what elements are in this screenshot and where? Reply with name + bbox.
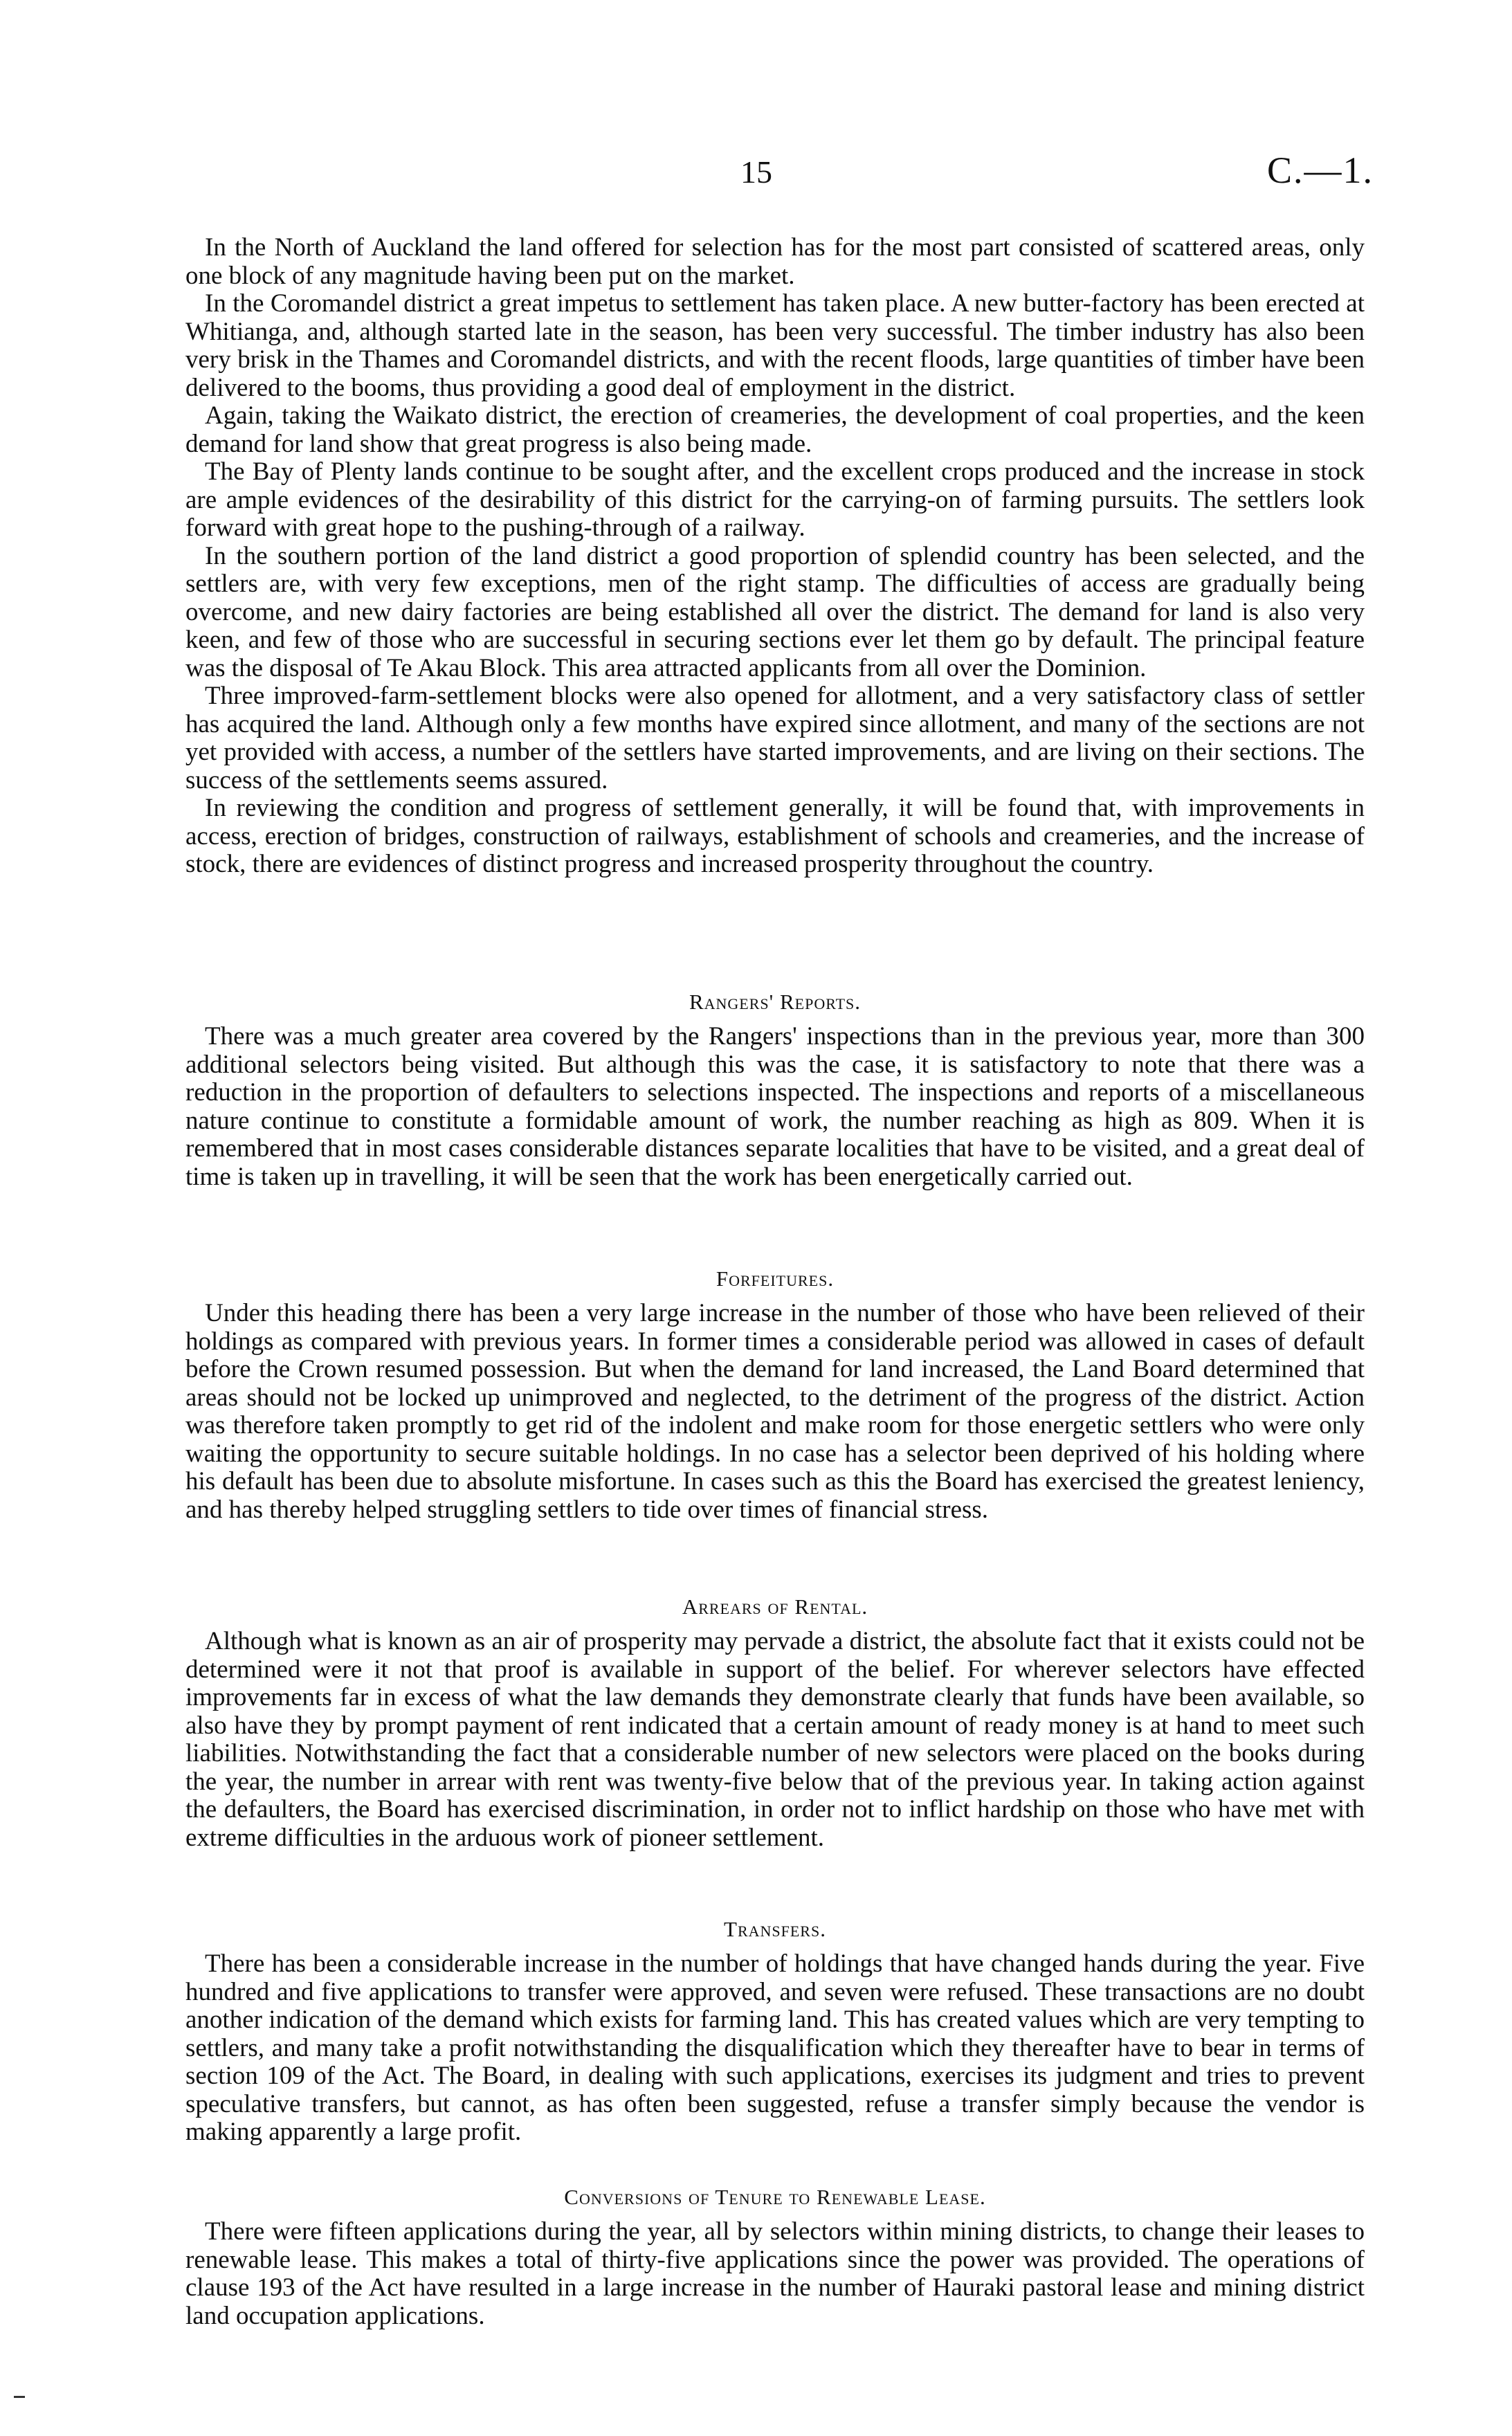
paragraph: The Bay of Plenty lands continue to be sought after, and the excellent crops produced and the increase in stock are ample evidences of the desirability of this district for the carrying-on of farming pursuits. The settlers look forward with great hope to the pushing-through of a railway.	[185, 457, 1365, 542]
paragraph: There was a much greater area covered by the Rangers' inspections than in the previous year, more than 300 additional selectors being visited. But although this was the case, it is satisfactory to note that there was a reduction in the proportion of defaulters to selections inspected. The inspections and reports of a miscellaneous nature continue to constitute a formidable amount of work, the number reaching as high as 809. When it is remembered that in most cases considerable distances separate localities that have to be visited, and a great deal of time is taken up in travelling, it will be seen that the work has been energetically carried out.	[185, 1022, 1365, 1191]
paragraph: There has been a considerable increase in the number of holdings that have changed hands during the year. Five hundred and five applications to transfer were approved, and seven were refused. These transactions are no doubt another indication of the demand which exists for farming land. This has created values which are very tempting to settlers, and many take a profit notwithstanding the disqualification which they thereafter have to bear in terms of section 109 of the Act. The Board, in dealing with such applications, exercises its judgment and tries to prevent speculative transfers, but cannot, as has often been suggested, refuse a transfer simply because the vendor is making apparently a large profit.	[185, 1949, 1365, 2146]
section-arrears-of-rental	[185, 1593, 1365, 1852]
section-heading: Rangers' Reports.	[689, 990, 862, 1014]
page-number: 15	[740, 154, 772, 190]
margin-mark	[14, 2396, 25, 2398]
paragraph: In the North of Auckland the land offered for selection has for the most part consisted of scattered areas, only one block of any magnitude having been put on the market.	[185, 233, 1365, 290]
document-reference: C.—1.	[1266, 149, 1374, 191]
paragraph: In reviewing the condition and progress of settlement generally, it will be found that, with improvements in access, erection of bridges, construction of railways, establishment of schools and creameries, and the increase of stock, there are evidences of distinct progress and increased prosperity throughout the country.	[185, 794, 1365, 878]
section-rangers-reports	[185, 988, 1365, 1191]
section-settlement	[185, 234, 1365, 879]
paragraph: In the southern portion of the land district a good proportion of splendid country has been selected, and the settlers are, with very few exceptions, men of the right stamp. The difficulties of access are gradually being overcome, and new dairy factories are being established all over the district. The demand for land is also very keen, and few of those who are successful in securing sections ever let them go by default. The principal feature was the disposal of Te Akau Block. This area attracted applicants from all over the Dominion.	[185, 541, 1365, 682]
paragraph: Three improved-farm-settlement blocks were also opened for allotment, and a very satisfactory class of settler has acquired the land. Although only a few months have expired since allotment, and many of the sections are not yet provided with access, a number of the settlers have started improvements, and are living on their sections. The success of the settlements seems assured.	[185, 682, 1365, 794]
section-forfeitures	[185, 1265, 1365, 1524]
paragraph: In the Coromandel district a great impetus to settlement has taken place. A new butter-factory has been erected at Whitianga, and, although started late in the season, has been very successful. The timber industry has also been very brisk in the Thames and Coromandel districts, and with the recent floods, large quantities of timber have been delivered to the booms, thus providing a good deal of employment in the district.	[185, 289, 1365, 402]
section-heading: Transfers.	[724, 1917, 826, 1941]
section-heading: Arrears of Rental.	[682, 1594, 868, 1619]
paragraph: There were fifteen applications during the year, all by selectors within mining districts, to change their leases to renewable lease. This makes a total of thirty-five applications since the power was provided. The operations of clause 193 of the Act have resulted in a large increase in the number of Hauraki pastoral lease and mining district land occupation applications.	[185, 2217, 1365, 2330]
paragraph: Although what is known as an air of prosperity may pervade a district, the absolute fact that it exists could not be determined were it not that proof is available in support of the belief. For wherever selectors have effected improvements far in excess of what the law demands they demonstrate clearly that funds have been available, so also have they by prompt payment of rent indicated that a certain amount of ready money is at hand to meet such liabilities. Notwithstanding the fact that a considerable number of new selectors were placed on the books during the year, the number in arrear with rent was twenty-five below that of the previous year. In taking action against the defaulters, the Board has exercised discrimination, in order not to inflict hardship on those who have met with extreme difficulties in the arduous work of pioneer settlement.	[185, 1627, 1365, 1852]
paragraph: Under this heading there has been a very large increase in the number of those who have been relieved of their holdings as compared with previous years. In former times a considerable period was allowed in cases of default before the Crown resumed possession. But when the demand for land increased, the Land Board determined that areas should not be locked up unimproved and neglected, to the detriment of the progress of the district. Action was therefore taken promptly to get rid of the indolent and make room for those energetic settlers who were only waiting the opportunity to secure suitable holdings. In no case has a selector been deprived of his holding where his default has been due to absolute misfortune. In cases such as this the Board has exercised the greatest leniency, and has thereby helped struggling settlers to tide over times of financial stress.	[185, 1299, 1365, 1524]
paragraph: Again, taking the Waikato district, the erection of creameries, the development of coal properties, and the keen demand for land show that great progress is also being made.	[185, 401, 1365, 458]
section-heading: Forfeitures.	[716, 1266, 835, 1291]
section-conversions-of-tenure	[185, 2183, 1365, 2330]
section-heading: Conversions of Tenure to Renewable Lease.	[564, 2185, 986, 2209]
section-transfers	[185, 1916, 1365, 2147]
